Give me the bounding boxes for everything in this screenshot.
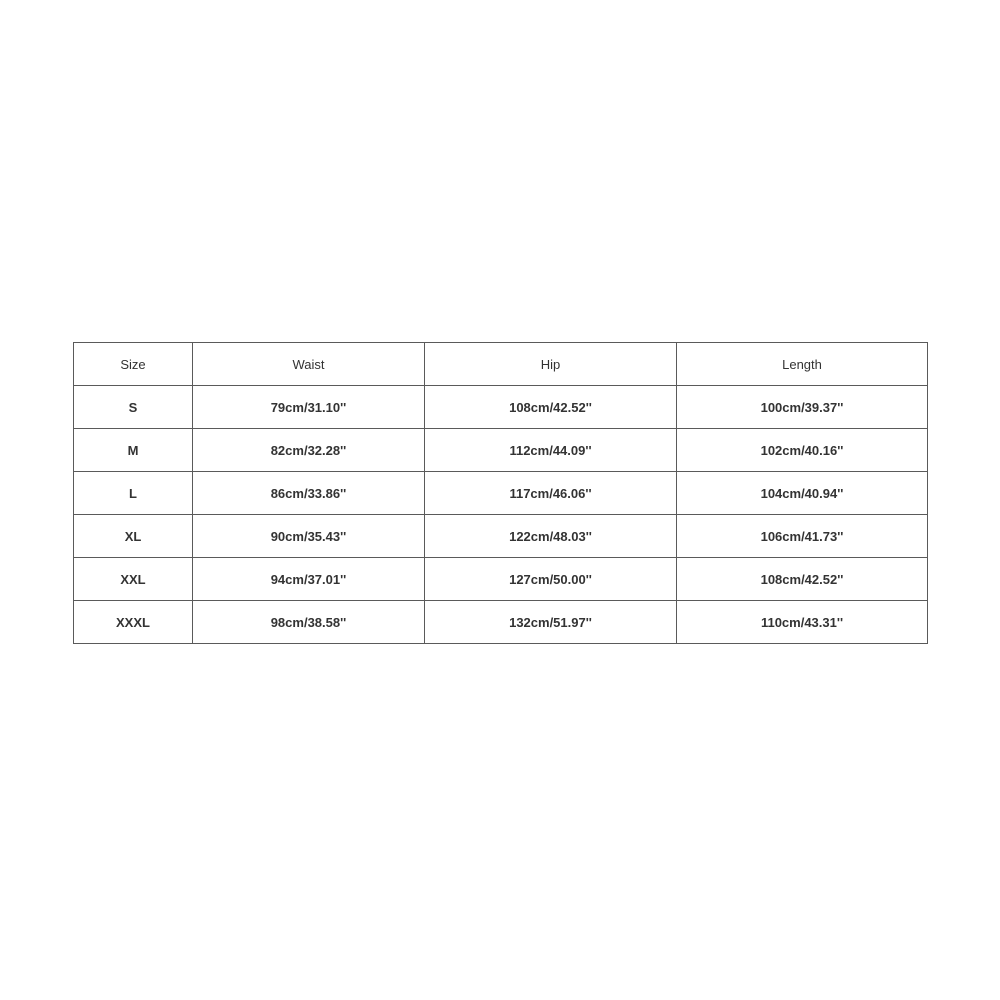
- cell-waist: 98cm/38.58'': [193, 601, 425, 644]
- cell-waist: 86cm/33.86'': [193, 472, 425, 515]
- size-chart-header: [74, 343, 928, 386]
- header-length: Length: [677, 343, 928, 386]
- cell-size: S: [74, 386, 193, 429]
- cell-length: 108cm/42.52'': [677, 558, 928, 601]
- cell-hip: 108cm/42.52'': [425, 386, 677, 429]
- cell-hip: 117cm/46.06'': [425, 472, 677, 515]
- cell-size: XXL: [74, 558, 193, 601]
- table-row: [74, 386, 928, 429]
- cell-size: XL: [74, 515, 193, 558]
- header-hip: Hip: [425, 343, 677, 386]
- cell-size: L: [74, 472, 193, 515]
- cell-waist: 90cm/35.43'': [193, 515, 425, 558]
- cell-length: 102cm/40.16'': [677, 429, 928, 472]
- cell-hip: 132cm/51.97'': [425, 601, 677, 644]
- size-chart-body: [74, 386, 928, 644]
- cell-length: 110cm/43.31'': [677, 601, 928, 644]
- cell-length: 100cm/39.37'': [677, 386, 928, 429]
- cell-hip: 127cm/50.00'': [425, 558, 677, 601]
- cell-length: 104cm/40.94'': [677, 472, 928, 515]
- cell-hip: 112cm/44.09'': [425, 429, 677, 472]
- header-row: [74, 343, 928, 386]
- cell-waist: 82cm/32.28'': [193, 429, 425, 472]
- table-row: [74, 429, 928, 472]
- cell-waist: 79cm/31.10'': [193, 386, 425, 429]
- cell-size: M: [74, 429, 193, 472]
- cell-size: XXXL: [74, 601, 193, 644]
- table-row: [74, 515, 928, 558]
- table-row: [74, 558, 928, 601]
- size-chart-table: [73, 342, 928, 644]
- cell-hip: 122cm/48.03'': [425, 515, 677, 558]
- cell-waist: 94cm/37.01'': [193, 558, 425, 601]
- table-row: [74, 472, 928, 515]
- header-waist: Waist: [193, 343, 425, 386]
- cell-length: 106cm/41.73'': [677, 515, 928, 558]
- table-row: [74, 601, 928, 644]
- header-size: Size: [74, 343, 193, 386]
